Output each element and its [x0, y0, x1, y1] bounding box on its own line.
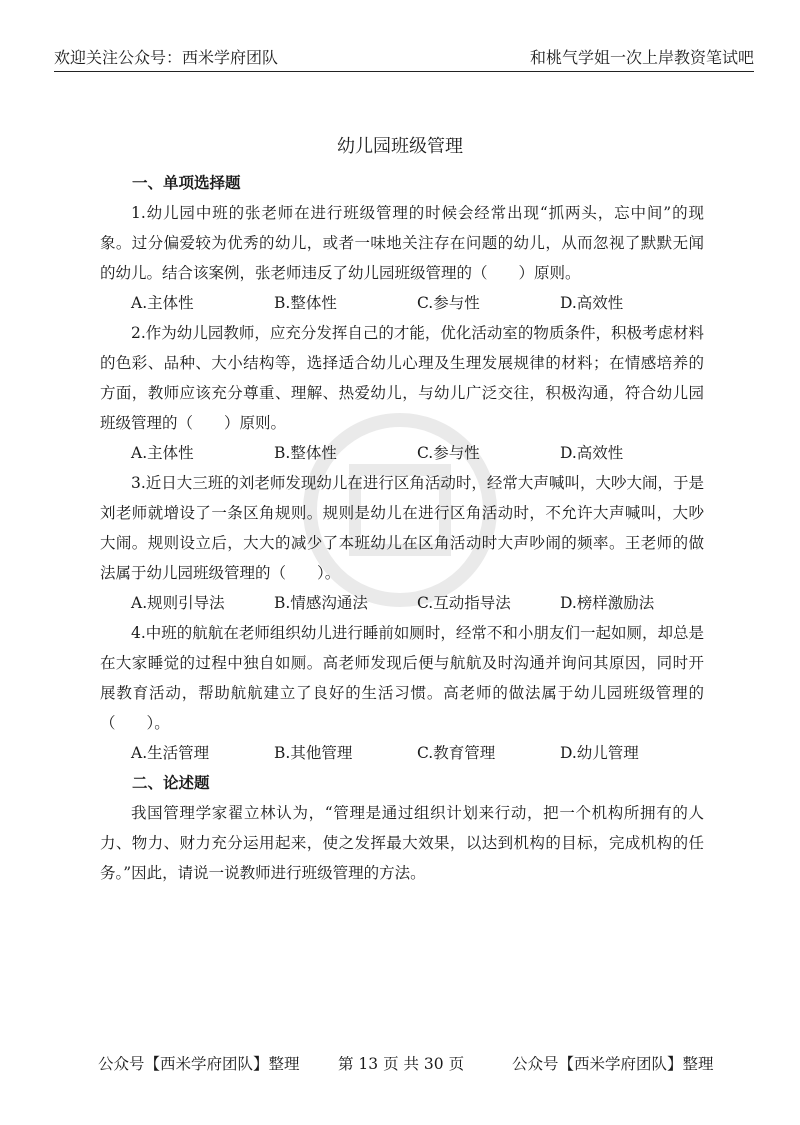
option-b: B.情感沟通法 [274, 594, 368, 612]
question-1-options [100, 288, 704, 318]
question-3-options [100, 588, 704, 618]
option-c: C.参与性 [417, 444, 480, 462]
option-d: D.榜样激励法 [560, 594, 655, 612]
essay-question-text: 我国管理学家翟立林认为，“管理是通过组织计划来行动，把一个机构所拥有的人力、物力、财力充分运用起来，使之发挥最大效果，以达到机构的目标，完成机构的任务。”因此，请说一说教师进行班级管理的方法。 [100, 804, 704, 882]
option-c: C.参与性 [417, 294, 480, 312]
question-2-options [100, 438, 704, 468]
option-d: D.幼儿管理 [560, 744, 639, 762]
option-b: B.整体性 [274, 444, 337, 462]
question-3-text: 3.近日大三班的刘老师发现幼儿在进行区角活动时，经常大声喊叫，大吵大闹，于是刘老师就增设了一条区角规则。规则是幼儿在进行区角活动时，不允许大声喊叫，大吵大闹。规则设立后，大大的减少了本班幼儿在区角活动时大声吵闹的频率。王老师的做法属于幼儿园班级管理的（ ）。 [100, 474, 704, 582]
question-1-text: 1.幼儿园中班的张老师在进行班级管理的时候会经常出现“抓两头，忘中间”的现象。过分偏爱较为优秀的幼儿，或者一味地关注存在问题的幼儿，从而忽视了默默无闻的幼儿。结合该案例，张老师违反了幼儿园班级管理的（ ）原则。 [100, 204, 704, 282]
section-heading-choice: 一、单项选择题 [132, 173, 241, 192]
option-b: B.整体性 [274, 294, 337, 312]
page-header [54, 40, 754, 72]
document-body [100, 168, 704, 888]
option-a: A.主体性 [131, 444, 194, 462]
option-c: C.教育管理 [417, 744, 496, 762]
section-heading-essay: 二、论述题 [132, 773, 210, 792]
question-4-options [100, 738, 704, 768]
option-c: C.互动指导法 [417, 594, 511, 612]
header-left-text: 欢迎关注公众号：西米学府团队 [54, 48, 279, 67]
option-d: D.高效性 [560, 444, 624, 462]
page-number: 第 13 页 共 30 页 [338, 1055, 465, 1073]
document-title: 幼儿园班级管理 [337, 136, 463, 157]
question-4-text: 4.中班的航航在老师组织幼儿进行睡前如厕时，经常不和小朋友们一起如厕，却总是在大家睡觉的过程中独自如厕。高老师发现后便与航航及时沟通并询问其原因，同时开展教育活动，帮助航航建立了良好的生活习惯。高老师的做法属于幼儿园班级管理的（ ）。 [100, 624, 704, 732]
option-a: A.生活管理 [131, 744, 210, 762]
header-right-text: 和桃气学姐一次上岸教资笔试吧 [529, 48, 754, 67]
footer-left-text: 公众号【西米学府团队】整理 [98, 1055, 300, 1073]
question-2-text: 2.作为幼儿园教师，应充分发挥自己的才能，优化活动室的物质条件，积极考虑材料的色彩、品种、大小结构等，选择适合幼儿心理及生理发展规律的材料；在情感培养的方面，教师应该充分尊重、理解、热爱幼儿，与幼儿广泛交往，积极沟通，符合幼儿园班级管理的（ ）原则。 [100, 324, 704, 432]
footer-right-text: 公众号【西米学府团队】整理 [512, 1055, 714, 1073]
option-b: B.其他管理 [274, 744, 353, 762]
option-a: A.规则引导法 [131, 594, 225, 612]
option-d: D.高效性 [560, 294, 624, 312]
option-a: A.主体性 [131, 294, 194, 312]
